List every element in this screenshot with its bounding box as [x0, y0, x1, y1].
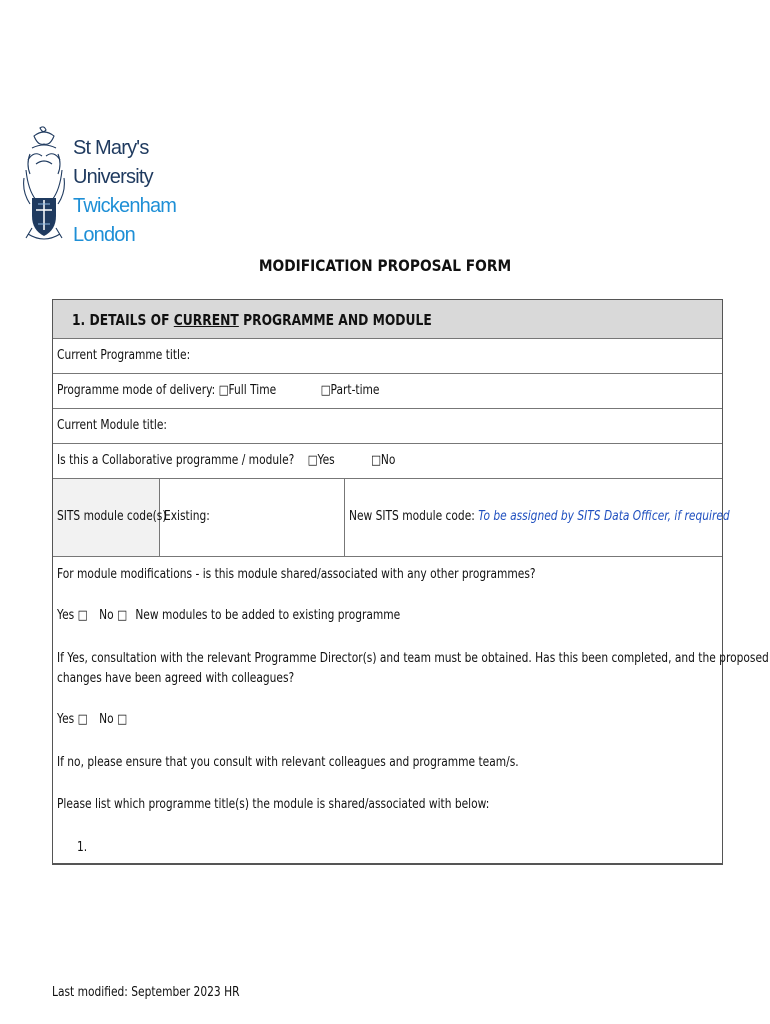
university-logo: [22, 124, 192, 248]
part-time-label: Part-time: [330, 383, 380, 398]
sits-label-cell: [53, 479, 167, 556]
new-code-label: New SITS module code:: [349, 509, 475, 524]
existing-label: Existing:: [164, 509, 210, 524]
shared-yes-checkbox[interactable]: □: [77, 608, 88, 623]
shared-question: For module modifications - is this module shared/associated with any other programmes?: [57, 567, 536, 582]
agreed-no-checkbox[interactable]: □: [117, 712, 128, 727]
full-time-label: Full Time: [228, 383, 277, 398]
new-code-cell[interactable]: [345, 479, 730, 556]
collaborative-no-checkbox[interactable]: □: [371, 453, 382, 468]
programme-title-label: Current Programme title:: [57, 348, 191, 363]
form-title: MODIFICATION PROPOSAL FORM: [258, 256, 512, 275]
agreed-yes-label: Yes: [57, 712, 75, 727]
collaborative-label: Is this a Collaborative programme / module?: [57, 453, 295, 468]
existing-code-cell[interactable]: [160, 479, 345, 556]
collaborative-row: [53, 444, 722, 479]
crest-icon: [22, 124, 66, 248]
logo-line-3: Twickenham: [73, 195, 177, 217]
footer-last-modified: Last modified: September 2023 HR: [52, 985, 240, 1000]
heading-pre: 1. DETAILS OF: [72, 311, 174, 329]
section-header: [53, 300, 722, 339]
collaborative-yes-label: Yes: [317, 453, 335, 468]
list-item-1[interactable]: 1.: [77, 840, 88, 855]
consultation-question-line-2: changes have been agreed with colleagues?: [57, 671, 295, 686]
shared-module-block: [53, 557, 769, 863]
collaborative-yes-checkbox[interactable]: □: [307, 453, 318, 468]
logo-line-1: St Mary's: [73, 137, 149, 159]
full-time-checkbox[interactable]: □: [218, 383, 229, 398]
sits-label: SITS module code(s): [57, 509, 167, 524]
part-time-checkbox[interactable]: □: [320, 383, 331, 398]
agreed-no-label: No: [99, 712, 114, 727]
collaborative-no-label: No: [380, 453, 396, 468]
shared-no-label: No: [99, 608, 114, 623]
agreed-yes-checkbox[interactable]: □: [77, 712, 88, 727]
list-intro: Please list which programme title(s) the module is shared/associated with below:: [57, 797, 490, 812]
mode-label: Programme mode of delivery:: [57, 383, 216, 398]
logo-line-4: London: [73, 224, 135, 246]
new-modules-label: New modules to be added to existing programme: [135, 608, 401, 623]
logo-line-2: University: [73, 166, 153, 188]
heading-underlined: CURRENT: [173, 311, 239, 329]
sits-code-row: [53, 479, 730, 557]
consultation-question-line-1: If Yes, consultation with the relevant Programme Director(s) and team must be obtained. Has this been completed, and the proposed: [57, 651, 769, 666]
heading-post: PROGRAMME AND MODULE: [238, 311, 432, 329]
module-title-label: Current Module title:: [57, 418, 168, 433]
shared-yes-label: Yes: [57, 608, 75, 623]
module-title-row[interactable]: [53, 409, 722, 444]
new-code-note: To be assigned by SITS Data Officer, if required: [478, 509, 730, 524]
consult-note: If no, please ensure that you consult with relevant colleagues and programme team/s.: [57, 755, 519, 770]
mode-of-delivery-row: [53, 374, 722, 409]
programme-title-row[interactable]: [53, 339, 722, 374]
shared-no-checkbox[interactable]: □: [117, 608, 128, 623]
details-form-table: [52, 299, 769, 865]
